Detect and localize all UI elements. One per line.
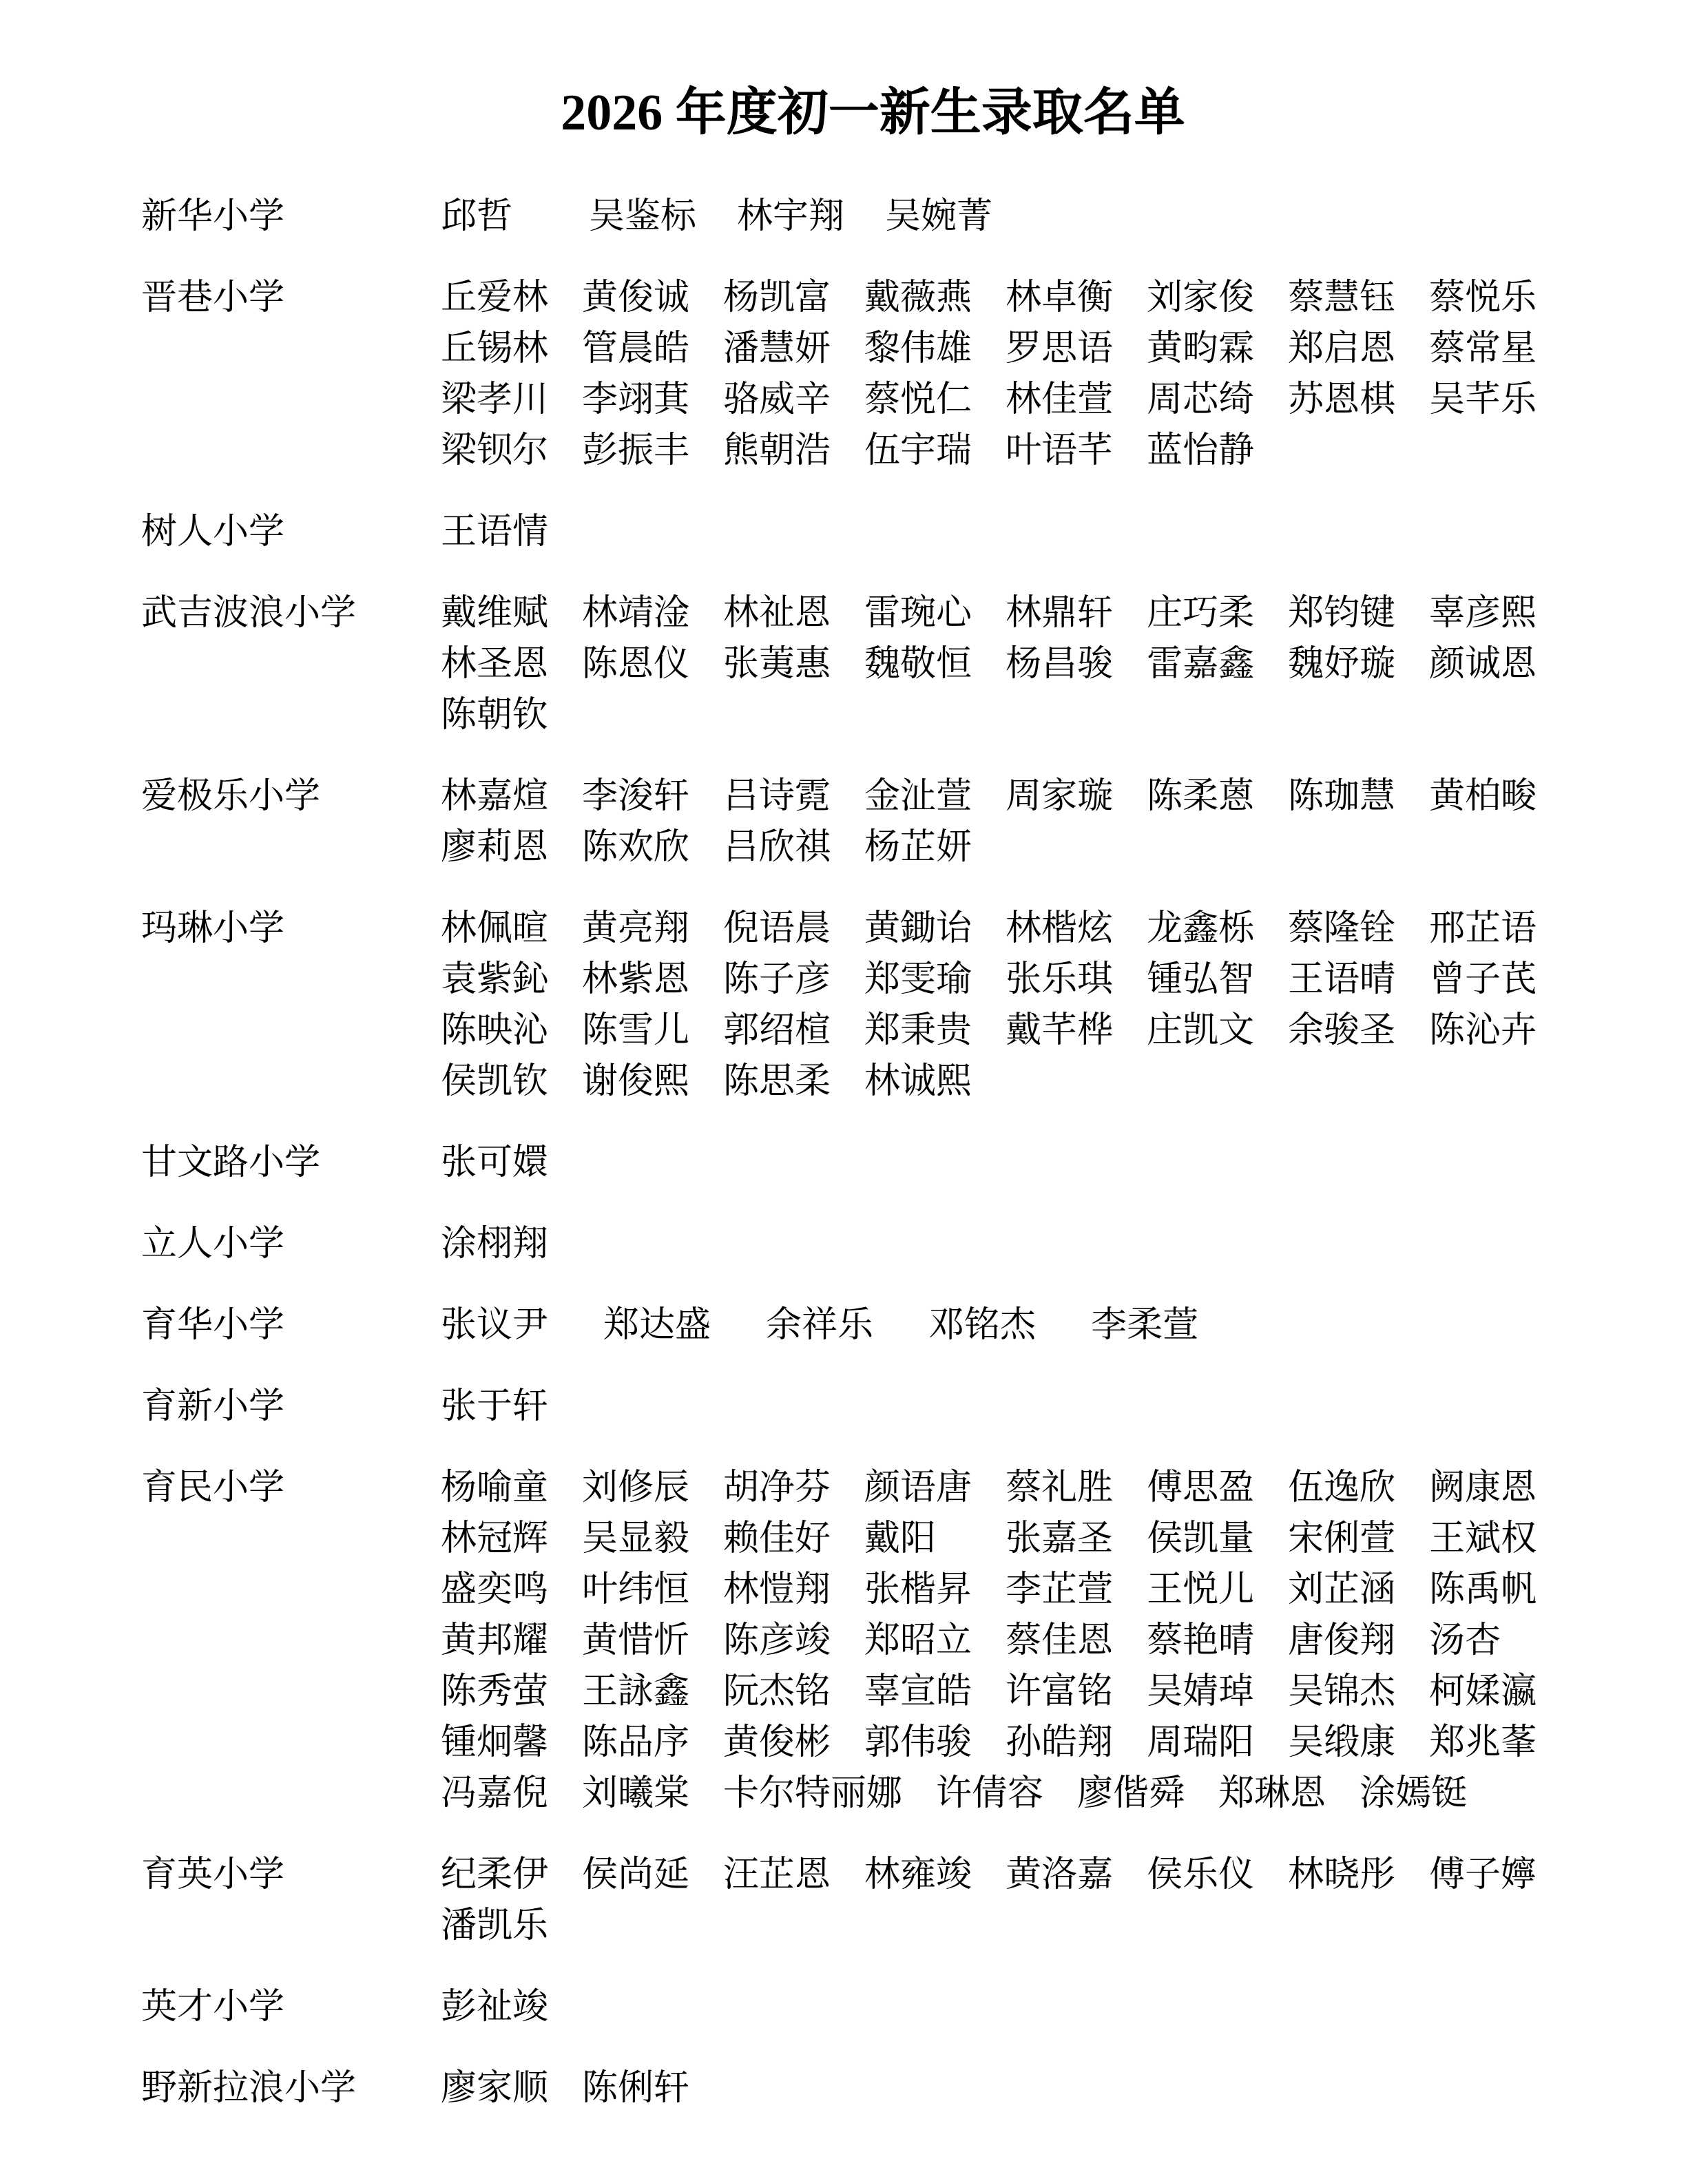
name-row — [141, 191, 1605, 242]
student-name: 庄巧柔 — [1147, 594, 1255, 633]
student-name: 林祉恩 — [723, 594, 831, 633]
student-name: 陈映沁 — [441, 1011, 549, 1050]
student-name: 李柔萱 — [1091, 1306, 1199, 1345]
student-name: 雷琬心 — [864, 594, 972, 633]
student-name: 陈沁卉 — [1429, 1011, 1537, 1050]
student-name: 黄鋤诒 — [864, 909, 972, 948]
name-row — [141, 639, 1605, 690]
student-name: 侯凯量 — [1147, 1519, 1255, 1558]
school-name: 晋巷小学 — [141, 278, 285, 317]
name-row — [141, 1901, 1605, 1952]
student-name: 涂嫣铤 — [1360, 1774, 1468, 1813]
student-name: 王詠鑫 — [582, 1672, 690, 1711]
student-name: 张议尹 — [441, 1306, 549, 1345]
student-name: 蔡慧钰 — [1288, 278, 1396, 317]
student-name: 余祥乐 — [766, 1306, 874, 1345]
student-name: 刘修辰 — [582, 1468, 690, 1507]
student-name: 邓铭杰 — [928, 1306, 1037, 1345]
student-name: 吴显毅 — [582, 1519, 690, 1558]
student-name: 熊朝浩 — [723, 431, 831, 470]
student-name: 郑启恩 — [1288, 329, 1396, 368]
student-name: 倪语晨 — [723, 909, 831, 948]
student-name: 廖偕舜 — [1077, 1774, 1185, 1813]
student-name: 黄俊诚 — [582, 278, 690, 317]
student-name: 谢俊熙 — [582, 1062, 690, 1101]
student-name: 胡净芬 — [723, 1468, 831, 1507]
student-name: 颜诚恩 — [1429, 645, 1537, 684]
school-section — [141, 1138, 1605, 1189]
student-name: 林嘉煊 — [441, 777, 549, 816]
student-name: 魏妤璇 — [1288, 645, 1396, 684]
student-name: 许倩容 — [936, 1774, 1044, 1813]
student-name: 刘曦棠 — [582, 1774, 690, 1813]
student-name: 颜语唐 — [864, 1468, 972, 1507]
name-row — [141, 1768, 1605, 1819]
student-name: 汤杏 — [1429, 1621, 1501, 1660]
student-name: 郑昭立 — [864, 1621, 972, 1660]
school-section — [141, 1850, 1605, 1952]
student-name: 戴芊桦 — [1006, 1011, 1114, 1050]
student-name: 吕诗霓 — [723, 777, 831, 816]
student-name: 吴缎康 — [1288, 1723, 1396, 1762]
student-name: 吴婧琸 — [1147, 1672, 1255, 1711]
student-name: 余骏圣 — [1288, 1011, 1396, 1050]
school-name: 玛琳小学 — [141, 909, 285, 948]
student-name: 辜彦熙 — [1429, 594, 1537, 633]
student-name: 郑雯瑜 — [864, 960, 972, 999]
school-name: 育华小学 — [141, 1306, 285, 1345]
student-name: 魏敬恒 — [864, 645, 972, 684]
student-name: 王语晴 — [1288, 960, 1396, 999]
page-title: 2026 年度初一新生录取名单 — [561, 85, 1185, 141]
name-row — [141, 2063, 1605, 2114]
student-name: 刘芷涵 — [1288, 1570, 1396, 1609]
student-name: 侯乐仪 — [1147, 1855, 1255, 1894]
student-name: 郑达盛 — [603, 1306, 711, 1345]
name-row — [141, 1982, 1605, 2033]
student-name: 侯凯钦 — [441, 1062, 549, 1101]
name-row — [141, 1381, 1605, 1432]
student-name: 管晨皓 — [582, 329, 690, 368]
student-name: 张乐琪 — [1006, 960, 1114, 999]
school-section — [141, 771, 1605, 873]
school-section — [141, 1982, 1605, 2033]
school-section — [141, 273, 1605, 477]
student-name: 吴芊乐 — [1429, 380, 1537, 419]
student-name: 卡尔特丽娜 — [723, 1774, 903, 1813]
student-name: 阙康恩 — [1429, 1468, 1537, 1507]
student-name: 陈俐轩 — [582, 2069, 690, 2108]
student-name: 傅子嬣 — [1429, 1855, 1537, 1894]
student-name: 傅思盈 — [1147, 1468, 1255, 1507]
school-name: 爱极乐小学 — [141, 777, 321, 816]
student-name: 黄柏畯 — [1429, 777, 1537, 816]
name-row — [141, 1219, 1605, 1270]
school-section — [141, 507, 1605, 558]
name-row — [141, 1056, 1605, 1107]
school-name: 育新小学 — [141, 1387, 285, 1426]
school-name: 野新拉浪小学 — [141, 2069, 357, 2108]
student-name: 汪芷恩 — [723, 1855, 831, 1894]
student-name: 侯尚延 — [582, 1855, 690, 1894]
student-name: 刘家俊 — [1147, 278, 1255, 317]
student-name: 丘爱林 — [441, 278, 549, 317]
name-row — [141, 426, 1605, 477]
school-name: 英才小学 — [141, 1987, 285, 2027]
student-name: 苏恩棋 — [1288, 380, 1396, 419]
student-name: 彭振丰 — [582, 431, 690, 470]
student-name: 许富铭 — [1006, 1672, 1114, 1711]
student-name: 张楷昇 — [864, 1570, 972, 1609]
student-name: 林鼎轩 — [1006, 594, 1114, 633]
student-name: 黄畇霖 — [1147, 329, 1255, 368]
name-row — [141, 771, 1605, 822]
student-name: 陈柔蒽 — [1147, 777, 1255, 816]
student-name: 锺弘智 — [1147, 960, 1255, 999]
student-name: 蔡悦乐 — [1429, 278, 1537, 317]
student-name: 唐俊翔 — [1288, 1621, 1396, 1660]
name-row — [141, 1463, 1605, 1514]
student-name: 雷嘉鑫 — [1147, 645, 1255, 684]
school-name: 树人小学 — [141, 512, 285, 552]
student-name: 戴阳 — [864, 1519, 937, 1558]
student-name: 梁钡尔 — [441, 431, 549, 470]
student-name: 吕欣祺 — [723, 828, 831, 867]
student-name: 盛奕鸣 — [441, 1570, 549, 1609]
student-name: 林紫恩 — [582, 960, 690, 999]
student-name: 黎伟雄 — [864, 329, 972, 368]
school-name: 武吉波浪小学 — [141, 594, 357, 633]
student-name: 蓝怡静 — [1147, 431, 1255, 470]
student-name: 黄洛嘉 — [1006, 1855, 1114, 1894]
student-name: 林靖淦 — [582, 594, 690, 633]
student-name: 纪柔伊 — [441, 1855, 549, 1894]
school-section — [141, 1219, 1605, 1270]
student-name: 陈思柔 — [723, 1062, 831, 1101]
school-name: 立人小学 — [141, 1224, 285, 1264]
student-name: 潘慧妍 — [723, 329, 831, 368]
student-name: 陈彦竣 — [723, 1621, 831, 1660]
student-name: 杨昌骏 — [1006, 645, 1114, 684]
student-name: 郭绍楦 — [723, 1011, 831, 1050]
name-row — [141, 1514, 1605, 1565]
name-row — [141, 1667, 1605, 1717]
name-row — [141, 822, 1605, 873]
name-row — [141, 1565, 1605, 1616]
student-name: 锺炯馨 — [441, 1723, 549, 1762]
name-row — [141, 1616, 1605, 1667]
student-name: 林晓彤 — [1288, 1855, 1396, 1894]
student-name: 蔡隆铨 — [1288, 909, 1396, 948]
student-name: 张于轩 — [441, 1387, 549, 1426]
school-section — [141, 1463, 1605, 1819]
student-name: 蔡艳晴 — [1147, 1621, 1255, 1660]
school-section — [141, 2063, 1605, 2114]
student-name: 林圣恩 — [441, 645, 549, 684]
student-name: 陈秀萤 — [441, 1672, 549, 1711]
student-name: 蔡悦仁 — [864, 380, 972, 419]
student-name: 张荑惠 — [723, 645, 831, 684]
student-name: 潘凯乐 — [441, 1906, 549, 1945]
student-name: 赖佳好 — [723, 1519, 831, 1558]
student-name: 王语情 — [441, 512, 549, 552]
student-name: 李芷萱 — [1006, 1570, 1114, 1609]
student-name: 张嘉圣 — [1006, 1519, 1114, 1558]
student-name: 黄邦耀 — [441, 1621, 549, 1660]
student-name: 林愷翔 — [723, 1570, 831, 1609]
student-name: 周芯绮 — [1147, 380, 1255, 419]
student-name: 辜宣皓 — [864, 1672, 972, 1711]
sections — [141, 191, 1605, 2114]
student-name: 吴婉菁 — [885, 197, 993, 236]
student-name: 郑秉贵 — [864, 1011, 972, 1050]
student-name: 郭伟骏 — [864, 1723, 972, 1762]
name-row — [141, 690, 1605, 741]
student-name: 龙鑫栎 — [1147, 909, 1255, 948]
student-name: 林卓衡 — [1006, 278, 1114, 317]
student-name: 李翊萁 — [582, 380, 690, 419]
name-row — [141, 324, 1605, 375]
name-row — [141, 588, 1605, 639]
student-name: 林雍竣 — [864, 1855, 972, 1894]
student-name: 丘锡林 — [441, 329, 549, 368]
student-name: 张可嬛 — [441, 1143, 549, 1182]
student-name: 林诚熙 — [864, 1062, 972, 1101]
student-name: 戴薇燕 — [864, 278, 972, 317]
student-name: 陈雪儿 — [582, 1011, 690, 1050]
name-row — [141, 904, 1605, 954]
name-row — [141, 375, 1605, 426]
name-row — [141, 507, 1605, 558]
student-name: 陈朝钦 — [441, 696, 549, 735]
student-name: 伍逸欣 — [1288, 1468, 1396, 1507]
student-name: 庄凯文 — [1147, 1011, 1255, 1050]
student-name: 周家璇 — [1006, 777, 1114, 816]
student-name: 陈恩仪 — [582, 645, 690, 684]
school-name: 甘文路小学 — [141, 1143, 321, 1182]
student-name: 阮杰铭 — [723, 1672, 831, 1711]
student-name: 金沚萱 — [864, 777, 972, 816]
student-name: 林宇翔 — [737, 197, 845, 236]
student-name: 王悦儿 — [1147, 1570, 1255, 1609]
student-name: 宋俐萱 — [1288, 1519, 1396, 1558]
student-name: 杨凯富 — [723, 278, 831, 317]
student-name: 王斌权 — [1429, 1519, 1537, 1558]
student-name: 廖家顺 — [441, 2069, 549, 2108]
school-section — [141, 191, 1605, 242]
school-name: 育民小学 — [141, 1468, 285, 1507]
student-name: 蔡佳恩 — [1006, 1621, 1114, 1660]
student-name: 蔡礼胜 — [1006, 1468, 1114, 1507]
name-row — [141, 273, 1605, 324]
student-name: 叶纬恒 — [582, 1570, 690, 1609]
student-name: 林楷炫 — [1006, 909, 1114, 948]
student-name: 邢芷语 — [1429, 909, 1537, 948]
student-name: 吴锦杰 — [1288, 1672, 1396, 1711]
student-name: 黄亮翔 — [582, 909, 690, 948]
name-row — [141, 1300, 1605, 1351]
student-name: 梁孝川 — [441, 380, 549, 419]
name-row — [141, 1005, 1605, 1056]
student-name: 林佳萱 — [1006, 380, 1114, 419]
student-name: 戴维赋 — [441, 594, 549, 633]
student-name: 廖莉恩 — [441, 828, 549, 867]
student-name: 叶语芊 — [1006, 431, 1114, 470]
student-name: 孙皓翔 — [1006, 1723, 1114, 1762]
student-name: 林冠辉 — [441, 1519, 549, 1558]
student-name: 郑兆莑 — [1429, 1723, 1537, 1762]
student-name: 骆威辛 — [723, 380, 831, 419]
school-section — [141, 588, 1605, 741]
student-name: 罗思语 — [1006, 329, 1114, 368]
school-section — [141, 1381, 1605, 1432]
school-name: 新华小学 — [141, 197, 285, 236]
student-name: 郑钧键 — [1288, 594, 1396, 633]
student-name: 陈欢欣 — [582, 828, 690, 867]
name-row — [141, 954, 1605, 1005]
student-name: 曾子芪 — [1429, 960, 1537, 999]
student-name: 黄俊彬 — [723, 1723, 831, 1762]
student-name: 彭祉竣 — [441, 1987, 549, 2027]
student-name: 林佩暄 — [441, 909, 549, 948]
school-section — [141, 904, 1605, 1107]
student-name: 柯媃瀛 — [1429, 1672, 1537, 1711]
student-name: 袁紫鈊 — [441, 960, 549, 999]
school-section — [141, 1300, 1605, 1351]
student-name: 涂栩翔 — [441, 1224, 549, 1264]
student-name: 冯嘉倪 — [441, 1774, 549, 1813]
student-name: 杨芷妍 — [864, 828, 972, 867]
student-name: 杨喻童 — [441, 1468, 549, 1507]
school-name: 育英小学 — [141, 1855, 285, 1894]
student-name: 邱哲 — [441, 197, 513, 236]
student-name: 伍宇瑞 — [864, 431, 972, 470]
student-name: 陈禹帆 — [1429, 1570, 1537, 1609]
student-name: 郑琳恩 — [1218, 1774, 1326, 1813]
student-name: 陈品序 — [582, 1723, 690, 1762]
student-name: 吴鉴标 — [589, 197, 697, 236]
student-name: 李浚轩 — [582, 777, 690, 816]
student-name: 陈珈慧 — [1288, 777, 1396, 816]
student-name: 陈子彦 — [723, 960, 831, 999]
name-row — [141, 1717, 1605, 1768]
name-row — [141, 1138, 1605, 1189]
student-name: 周瑞阳 — [1147, 1723, 1255, 1762]
student-name: 黄惜忻 — [582, 1621, 690, 1660]
name-row — [141, 1850, 1605, 1901]
student-name: 蔡常星 — [1429, 329, 1537, 368]
